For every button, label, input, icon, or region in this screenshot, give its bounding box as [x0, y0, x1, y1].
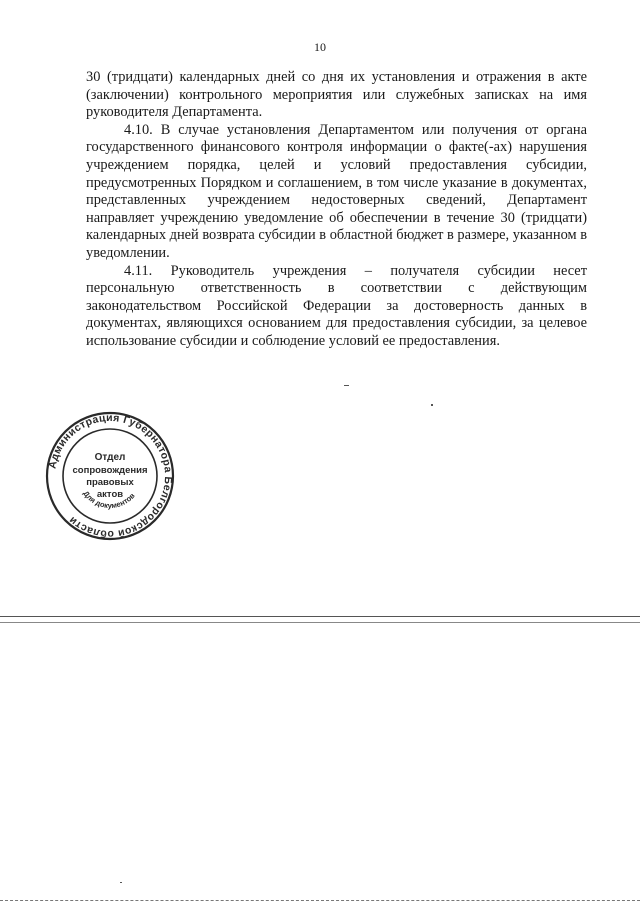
paragraph-4-10: 4.10. В случае установления Департаментом или получения от органа государственного финансового контроля информации о факте(-ах) нарушения учреждением порядка, целей и условий предоставления субсидии, предусмотренных Порядком и соглашением, в том числе указание в документах, представленных учреждением недостоверных сведений, Департамент направляет учреждению уведомление об обеспечении в течение 30 (тридцати) календарных дней возврата субсидии в областной бюджет в размере, указанном в уведомлении. — [86, 121, 587, 261]
page-number: 10 — [314, 40, 326, 54]
stamp-center-line-4: актов — [96, 489, 124, 500]
stamp-seal — [44, 410, 176, 542]
scan-speck — [344, 385, 349, 386]
stamp-center-line-2: сопровождения — [72, 465, 148, 476]
paragraph-4-11: 4.11. Руководитель учреждения – получателя субсидии несет персональную ответственность в соответствии с действующим законодательством Российской Федерации за достоверность данных в документах, являющихся основанием для предоставления субсидии, за целевое использование субсидии и соблюдение условий ее предоставления. — [86, 262, 587, 349]
document-body — [86, 69, 587, 351]
scan-edge-line — [0, 616, 640, 617]
scan-speck — [120, 882, 122, 883]
stamp-outer-text: Администрация Губернатора Белгородской области — [46, 411, 175, 541]
scan-speck — [431, 404, 433, 406]
stamp-inner-text: Для документов — [81, 488, 137, 511]
office-stamp — [44, 410, 176, 542]
paragraph-continuation: 30 (тридцати) календарных дней со дня их установления и отражения в акте (заключении) контрольного мероприятия или служебных записках на имя руководителя Департамента. — [86, 69, 587, 121]
stamp-center-line-3: правовых — [86, 477, 134, 488]
stamp-center-line-1: Отдел — [94, 452, 126, 463]
scan-bottom-edge — [0, 900, 640, 901]
scan-edge-line — [0, 622, 640, 623]
